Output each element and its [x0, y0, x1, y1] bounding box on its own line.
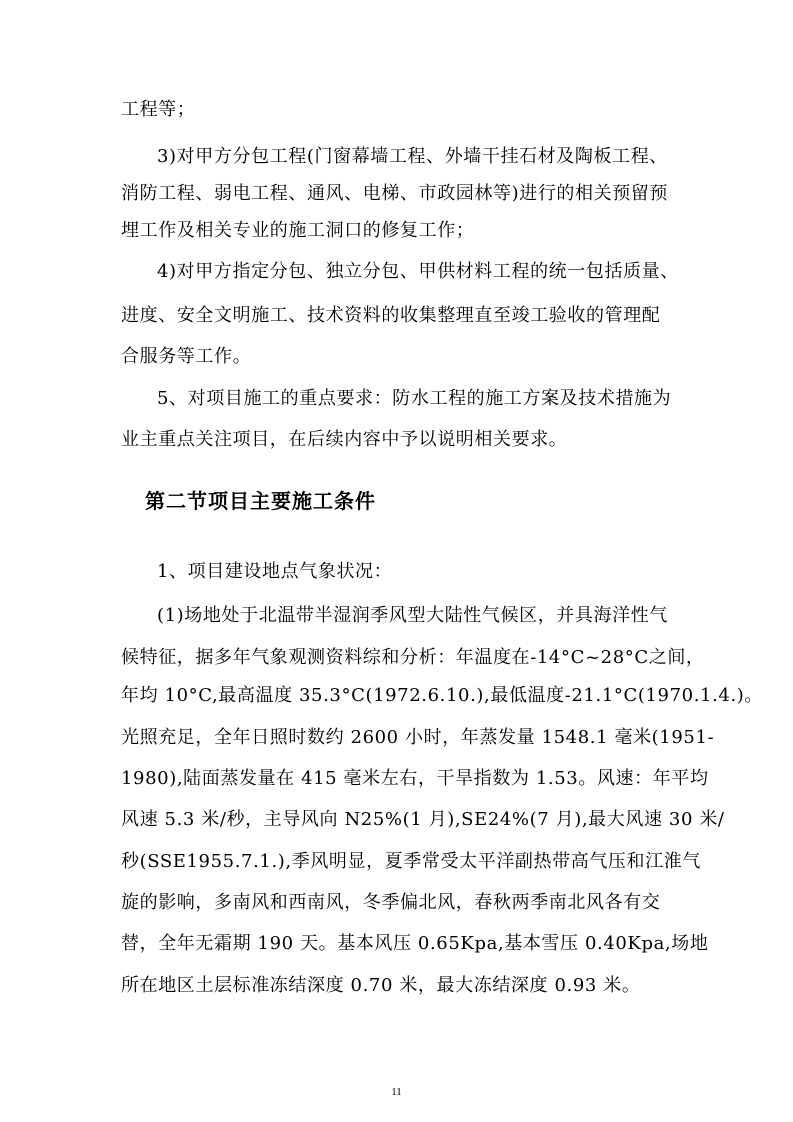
paragraph-5-line-2: 候特征，据多年气象观测资料综和分析：年温度在-14°C~28°C之间， — [121, 647, 705, 668]
page-number: 11 — [391, 1086, 402, 1098]
paragraph-2-line-1: 3)对甲方分包工程(门窗幕墙工程、外墙干挂石材及陶板工程、 — [157, 146, 668, 167]
paragraph-3-line-1: 4)对甲方指定分包、独立分包、甲供材料工程的统一包括质量、 — [157, 261, 679, 282]
paragraph-5-line-1: (1)场地处于北温带半湿润季风型大陆性气候区，并具海洋性气 — [157, 605, 668, 626]
paragraph-5-line-6: 风速 5.3 米/秒，主导风向 N25%(1 月),SE24%(7 月),最大风速 30 米/ — [121, 809, 725, 830]
paragraph-5-line-5: 1980),陆面蒸发量在 415 毫米左右，干旱指数为 1.53。风速：年平均 — [121, 768, 709, 789]
paragraph-2-line-3: 埋工作及相关专业的施工洞口的修复工作； — [121, 220, 475, 241]
subheading-weather: 1、项目建设地点气象状况： — [157, 561, 393, 582]
paragraph-1-line-1: 工程等； — [121, 99, 196, 120]
paragraph-5-line-4: 光照充足，全年日照时数约 2600 小时，年蒸发量 1548.1 毫米(1951- — [121, 727, 715, 748]
paragraph-3-line-3: 合服务等工作。 — [121, 346, 252, 367]
paragraph-5-line-7: 秒(SSE1955.7.1.),季风明显，夏季常受太平洋副热带高气压和江淮气 — [121, 851, 701, 872]
paragraph-5-line-9: 替，全年无霜期 190 天。基本风压 0.65Kpa,基本雪压 0.40Kpa,场地 — [121, 933, 709, 954]
paragraph-5-line-10: 所在地区土层标准冻结深度 0.70 米，最大冻结深度 0.93 米。 — [121, 975, 641, 996]
section-heading: 第二节项目主要施工条件 — [145, 489, 376, 513]
paragraph-4-line-1: 5、对项目施工的重点要求：防水工程的施工方案及技术措施为 — [157, 388, 672, 409]
paragraph-3-line-2: 进度、安全文明施工、技术资料的收集整理直至竣工验收的管理配 — [121, 305, 661, 326]
paragraph-5-line-8: 旋的影响，多南风和西南风，冬季偏北风，春秋两季南北风各有交 — [121, 892, 661, 913]
paragraph-4-line-2: 业主重点关注项目，在后续内容中予以说明相关要求。 — [121, 429, 568, 450]
paragraph-5-line-3: 年均 10°C,最高温度 35.3°C(1972.6.10.),最低温度-21.1°C(1970.1.4.)。 — [121, 685, 764, 706]
paragraph-2-line-2: 消防工程、弱电工程、通风、电梯、市政园林等)进行的相关预留预 — [121, 183, 669, 204]
